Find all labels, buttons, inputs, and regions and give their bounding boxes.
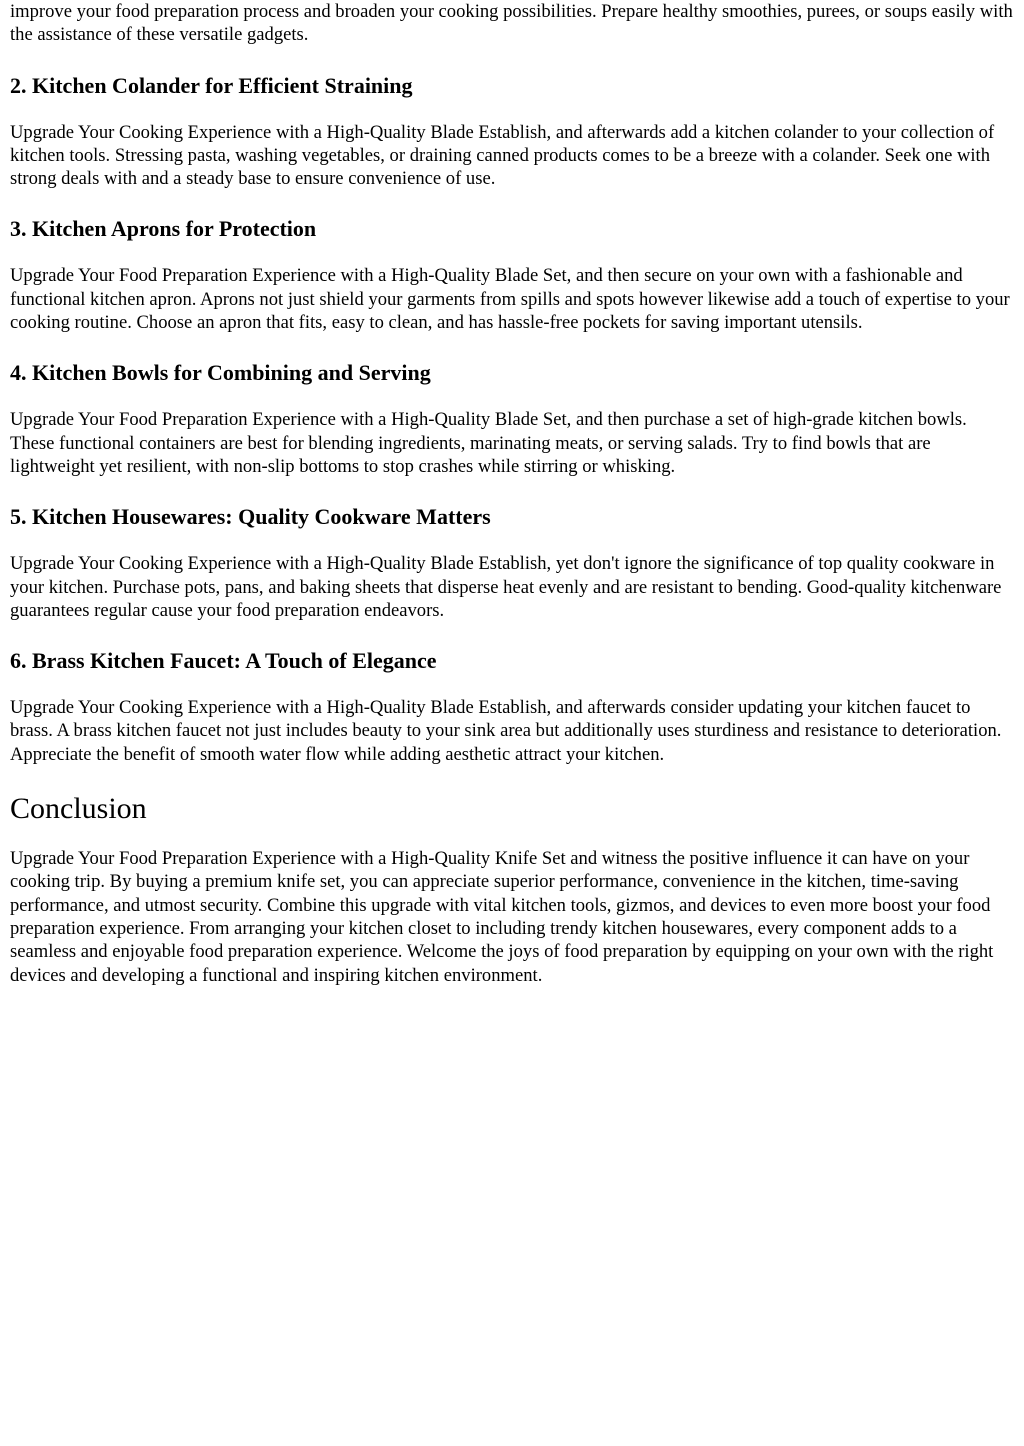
section-paragraph: Upgrade Your Food Preparation Experience with a High-Quality Blade Set, and then secure on your own with a fashionable and functional kitchen apron. Aprons not just shield your garments from spills and spots however likewise add a touch of expertise to your cooking routine. Choose an apron that fits, easy to clean, and has hassle-free pockets for saving important utensils.: [10, 265, 1010, 334]
section-aprons: [10, 216, 1014, 334]
section-conclusion: [10, 792, 1014, 987]
section-paragraph: Upgrade Your Food Preparation Experience with a High-Quality Blade Set, and then purchase a set of high-grade kitchen bowls. These functional containers are best for blending ingredients, marinating meats, or serving salads. Try to find bowls that are lightweight yet resilient, with non-slip bottoms to stop crashes while stirring or whisking.: [10, 409, 967, 477]
section-paragraph: Upgrade Your Cooking Experience with a High-Quality Blade Establish, and afterwards add a kitchen colander to your collection of kitchen tools. Stressing pasta, washing vegetables, or draining canned products comes to be a breeze with a colander. Seek one with strong deals with and a steady base to ensure convenience of use.: [10, 121, 995, 190]
section-heading: 6. Brass Kitchen Faucet: A Touch of Elegance: [10, 648, 437, 674]
section-heading: 4. Kitchen Bowls for Combining and Serving: [10, 360, 431, 386]
conclusion-heading: Conclusion: [10, 792, 147, 826]
section-paragraph: Upgrade Your Cooking Experience with a High-Quality Blade Establish, and afterwards consider updating your kitchen faucet to brass. A brass kitchen faucet not just includes beauty to your sink area but additionally uses sturdiness and resistance to deterioration. Appreciate the benefit of smooth water flow while adding aesthetic attract your kitchen.: [10, 697, 1002, 765]
conclusion-paragraph: Upgrade Your Food Preparation Experience with a High-Quality Knife Set and witness the positive influence it can have on your cooking trip. By buying a premium knife set, you can appreciate superior performance, convenience in the kitchen, time-saving performance, and utmost security. Combine this upgrade with vital kitchen tools, gizmos, and devices to even more boost your food preparation experience. From arranging your kitchen closet to including trendy kitchen housewares, every component adds to a seamless and enjoyable food preparation experience. Welcome the joys of food preparation by equipping on your own with the right devices and developing a functional and inspiring kitchen environment.: [10, 848, 994, 986]
section-heading: 5. Kitchen Housewares: Quality Cookware Matters: [10, 504, 491, 530]
section-heading: 3. Kitchen Aprons for Protection: [10, 216, 317, 242]
section-colander: [10, 73, 1014, 191]
intro-paragraph: improve your food preparation process and broaden your cooking possibilities. Prepare healthy smoothies, purees, or soups easily with the assistance of these versatile gadgets.: [10, 1, 1013, 46]
section-bowls: [10, 360, 1014, 478]
section-housewares: [10, 504, 1014, 622]
section-heading: 2. Kitchen Colander for Efficient Straining: [10, 72, 413, 98]
section-paragraph: Upgrade Your Cooking Experience with a High-Quality Blade Establish, yet don't ignore the significance of top quality cookware in your kitchen. Purchase pots, pans, and baking sheets that disperse heat evenly and are resistant to bending. Good-quality kitchenware guarantees regular cause your food preparation endeavors.: [10, 553, 1002, 621]
section-brass-faucet: [10, 648, 1014, 766]
